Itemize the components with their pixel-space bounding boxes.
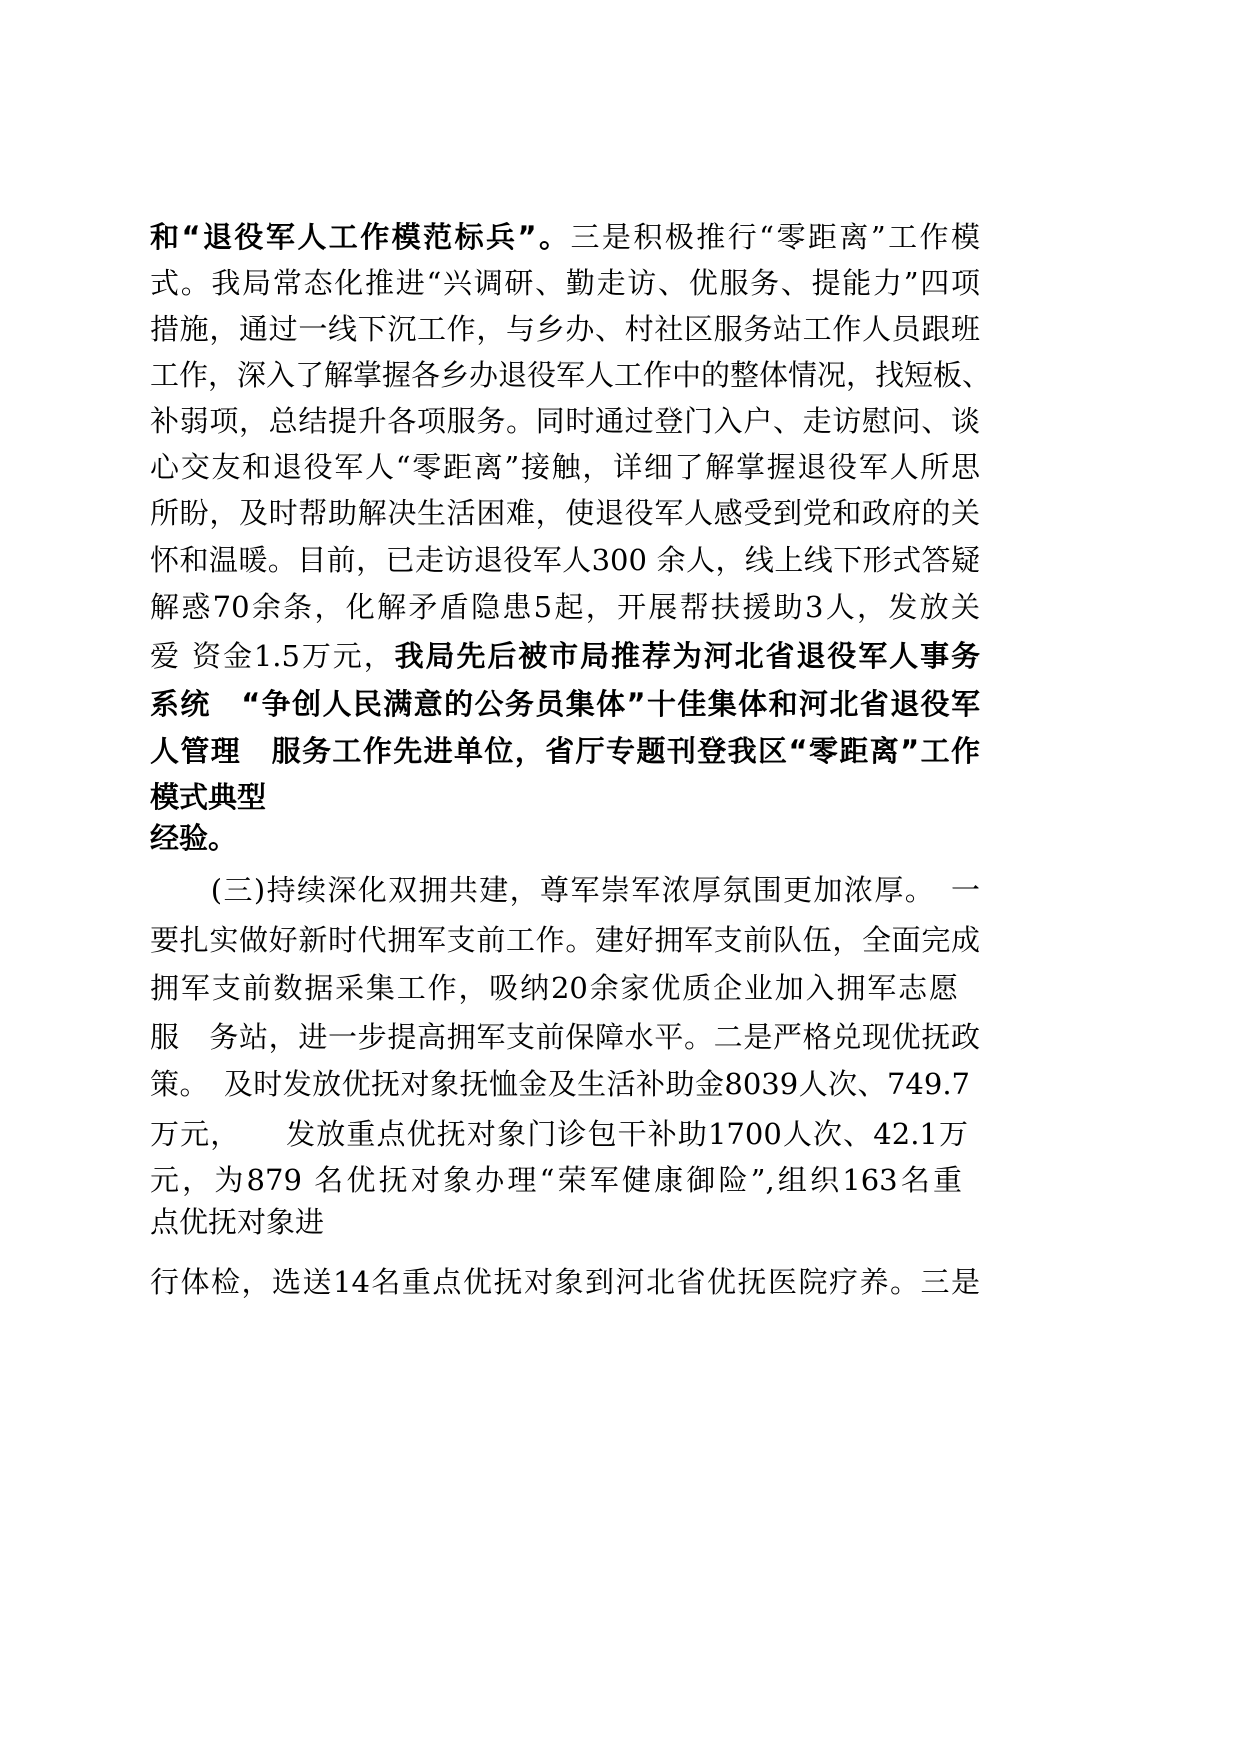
text-line <box>150 217 980 257</box>
text-segment: 三是积极推行“零距离”工作模 <box>570 220 981 254</box>
text-line <box>150 1160 962 1200</box>
text-segment: 策。 及时发放优抚对象抚恤金及生活补助金8039人次、749.7 <box>150 1067 970 1101</box>
bold-text-segment: 我局先后被市局推荐为河北省退役军人事务 <box>394 639 980 673</box>
text-line <box>150 355 992 395</box>
text-segment: 元，为879 名优抚对象办理“荣军健康御险”,组织163名重 <box>150 1163 962 1197</box>
bold-text-segment: 模式典型 <box>150 780 267 814</box>
text-line <box>150 401 980 441</box>
text-segment: 式。我局常态化推进“兴调研、勤走访、优服务、提能力”四项 <box>150 266 980 300</box>
text-segment: 心交友和退役军人“零距离”接触，详细了解掌握退役军人所思 <box>150 450 980 484</box>
text-segment: 工作，深入了解掌握各乡办退役军人工作中的整体情况，找短板、 <box>150 358 992 392</box>
text-line <box>150 968 958 1008</box>
text-line <box>150 587 980 627</box>
text-line <box>150 1114 968 1154</box>
text-line <box>150 263 980 303</box>
text-line <box>150 1202 980 1242</box>
text-segment: 行体检，选送14名重点优抚对象到河北省优抚医院疗养。三是 <box>150 1265 980 1299</box>
text-line <box>150 309 980 349</box>
bold-text-segment: 系统 “争创人民满意的公务员集体”十佳集体和河北省退役军 <box>150 687 980 721</box>
section-heading-line <box>150 870 980 910</box>
text-segment: 拥军支前数据采集工作，吸纳20余家优质企业加入拥军志愿 <box>150 971 958 1005</box>
text-line <box>150 777 980 817</box>
text-segment: 补弱项，总结提升各项服务。同时通过登门入户、走访慰问、谈 <box>150 404 980 438</box>
text-segment: 万元， 发放重点优抚对象门诊包干补助1700人次、42.1万 <box>150 1117 968 1151</box>
text-line <box>150 493 980 533</box>
text-segment: 爱 资金1.5万元， <box>150 639 395 673</box>
text-line <box>150 636 980 676</box>
text-segment: (三)持续深化双拥共建，尊军崇军浓厚氛围更加浓厚。 一 <box>150 873 980 907</box>
text-line <box>150 1262 980 1302</box>
text-line <box>150 1064 970 1104</box>
text-segment: 服 务站，进一步提高拥军支前保障水平。二是严格兑现优抚政 <box>150 1020 980 1054</box>
text-line <box>150 1017 980 1057</box>
bold-text-segment: 经验。 <box>150 821 238 855</box>
text-segment: 要扎实做好新时代拥军支前工作。建好拥军支前队伍，全面完成 <box>150 923 980 957</box>
bold-text-segment: 和“退役军人工作模范标兵”。 <box>150 220 571 254</box>
bold-text-segment: 人管理 服务工作先进单位，省厅专题刊登我区“零距离”工作 <box>150 734 980 768</box>
text-line <box>150 684 980 724</box>
text-segment: 解惑70余条，化解矛盾隐患5起，开展帮扶援助3人，发放关 <box>150 590 980 624</box>
text-line <box>150 540 980 580</box>
text-line <box>150 920 980 960</box>
text-line <box>150 447 980 487</box>
text-segment: 怀和温暖。目前，已走访退役军人300 余人，线上线下形式答疑 <box>150 543 980 577</box>
text-line <box>150 731 980 771</box>
text-segment: 点优抚对象进 <box>150 1205 325 1239</box>
text-segment: 所盼，及时帮助解决生活困难，使退役军人感受到党和政府的关 <box>150 496 980 530</box>
text-line <box>150 818 980 858</box>
text-segment: 措施，通过一线下沉工作，与乡办、村社区服务站工作人员跟班 <box>150 312 980 346</box>
